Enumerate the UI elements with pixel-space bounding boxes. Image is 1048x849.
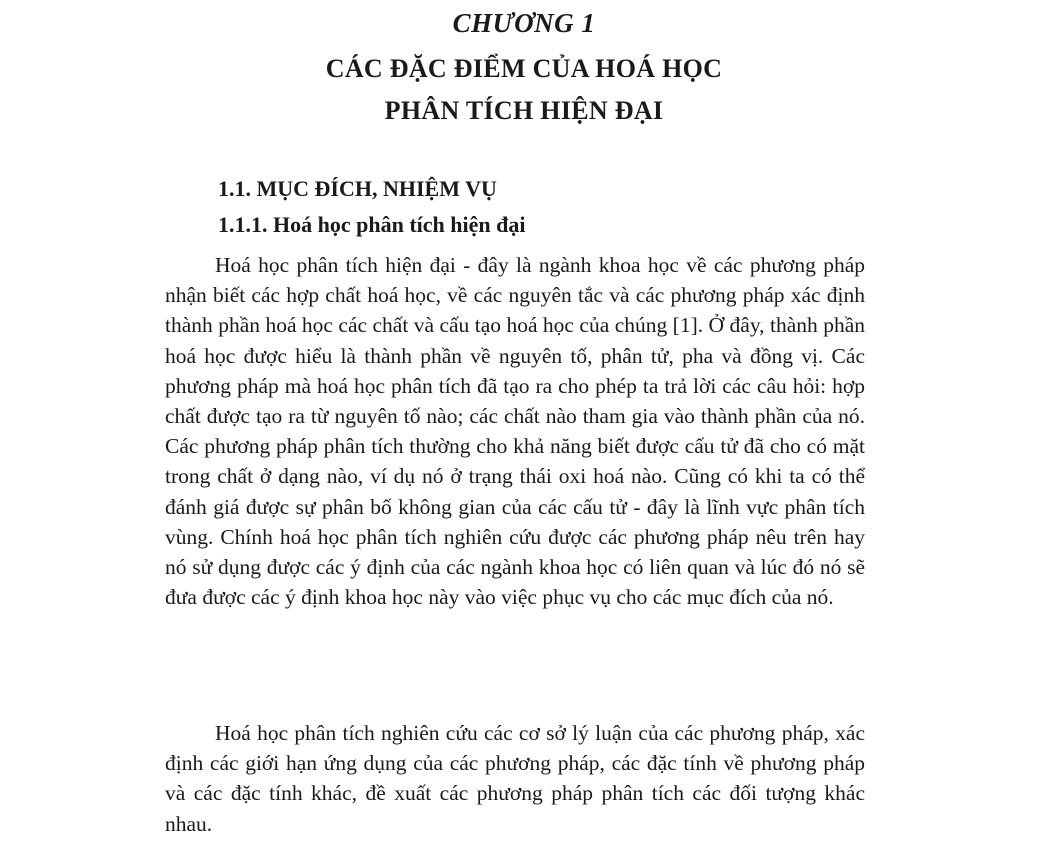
- chapter-label: CHƯƠNG 1: [452, 8, 596, 38]
- section-heading: 1.1. MỤC ĐÍCH, NHIỆM VỤ: [218, 176, 497, 201]
- body-paragraph-1: Hoá học phân tích hiện đại - đây là ngành khoa học về các phương pháp nhận biết các hợp chất hoá học, về các nguyên tắc và các phương pháp xác định thành phần hoá học các chất và cấu tạo hoá học của chúng [1]. Ở đây, thành phần hoá học được hiểu là thành phần về nguyên tố, phân tử, pha và đồng vị. Các phương pháp mà hoá học phân tích đã tạo ra cho phép ta trả lời các câu hỏi: hợp chất được tạo ra từ nguyên tố nào; các chất nào tham gia vào thành phần của nó. Các phương pháp phân tích thường cho khả năng biết được cấu tử đã cho có mặt trong chất ở dạng nào, ví dụ nó ở trạng thái oxi hoá nào. Cũng có khi ta có thể đánh giá được sự phân bố không gian của các cấu tử - đây là lĩnh vực phân tích vùng. Chính hoá học phân tích nghiên cứu được các phương pháp nêu trên hay nó sử dụng được các ý định của các ngành khoa học có liên quan và lúc đó nó sẽ đưa được các ý định khoa học này vào việc phục vụ cho các mục đích của nó.: [165, 253, 865, 610]
- body-paragraph-2: Hoá học phân tích nghiên cứu các cơ sở lý luận của các phương pháp, xác định các giới hạn ứng dụng của các phương pháp, các đặc tính về phương pháp và các đặc tính khác, đề xuất các phương pháp phân tích các đối tượng khác nhau.: [165, 721, 865, 836]
- subsection-heading: 1.1.1. Hoá học phân tích hiện đại: [218, 212, 526, 237]
- chapter-title-line-1: CÁC ĐẶC ĐIỂM CỦA HOÁ HỌC: [325, 54, 723, 83]
- chapter-title-line-2: PHÂN TÍCH HIỆN ĐẠI: [384, 96, 664, 125]
